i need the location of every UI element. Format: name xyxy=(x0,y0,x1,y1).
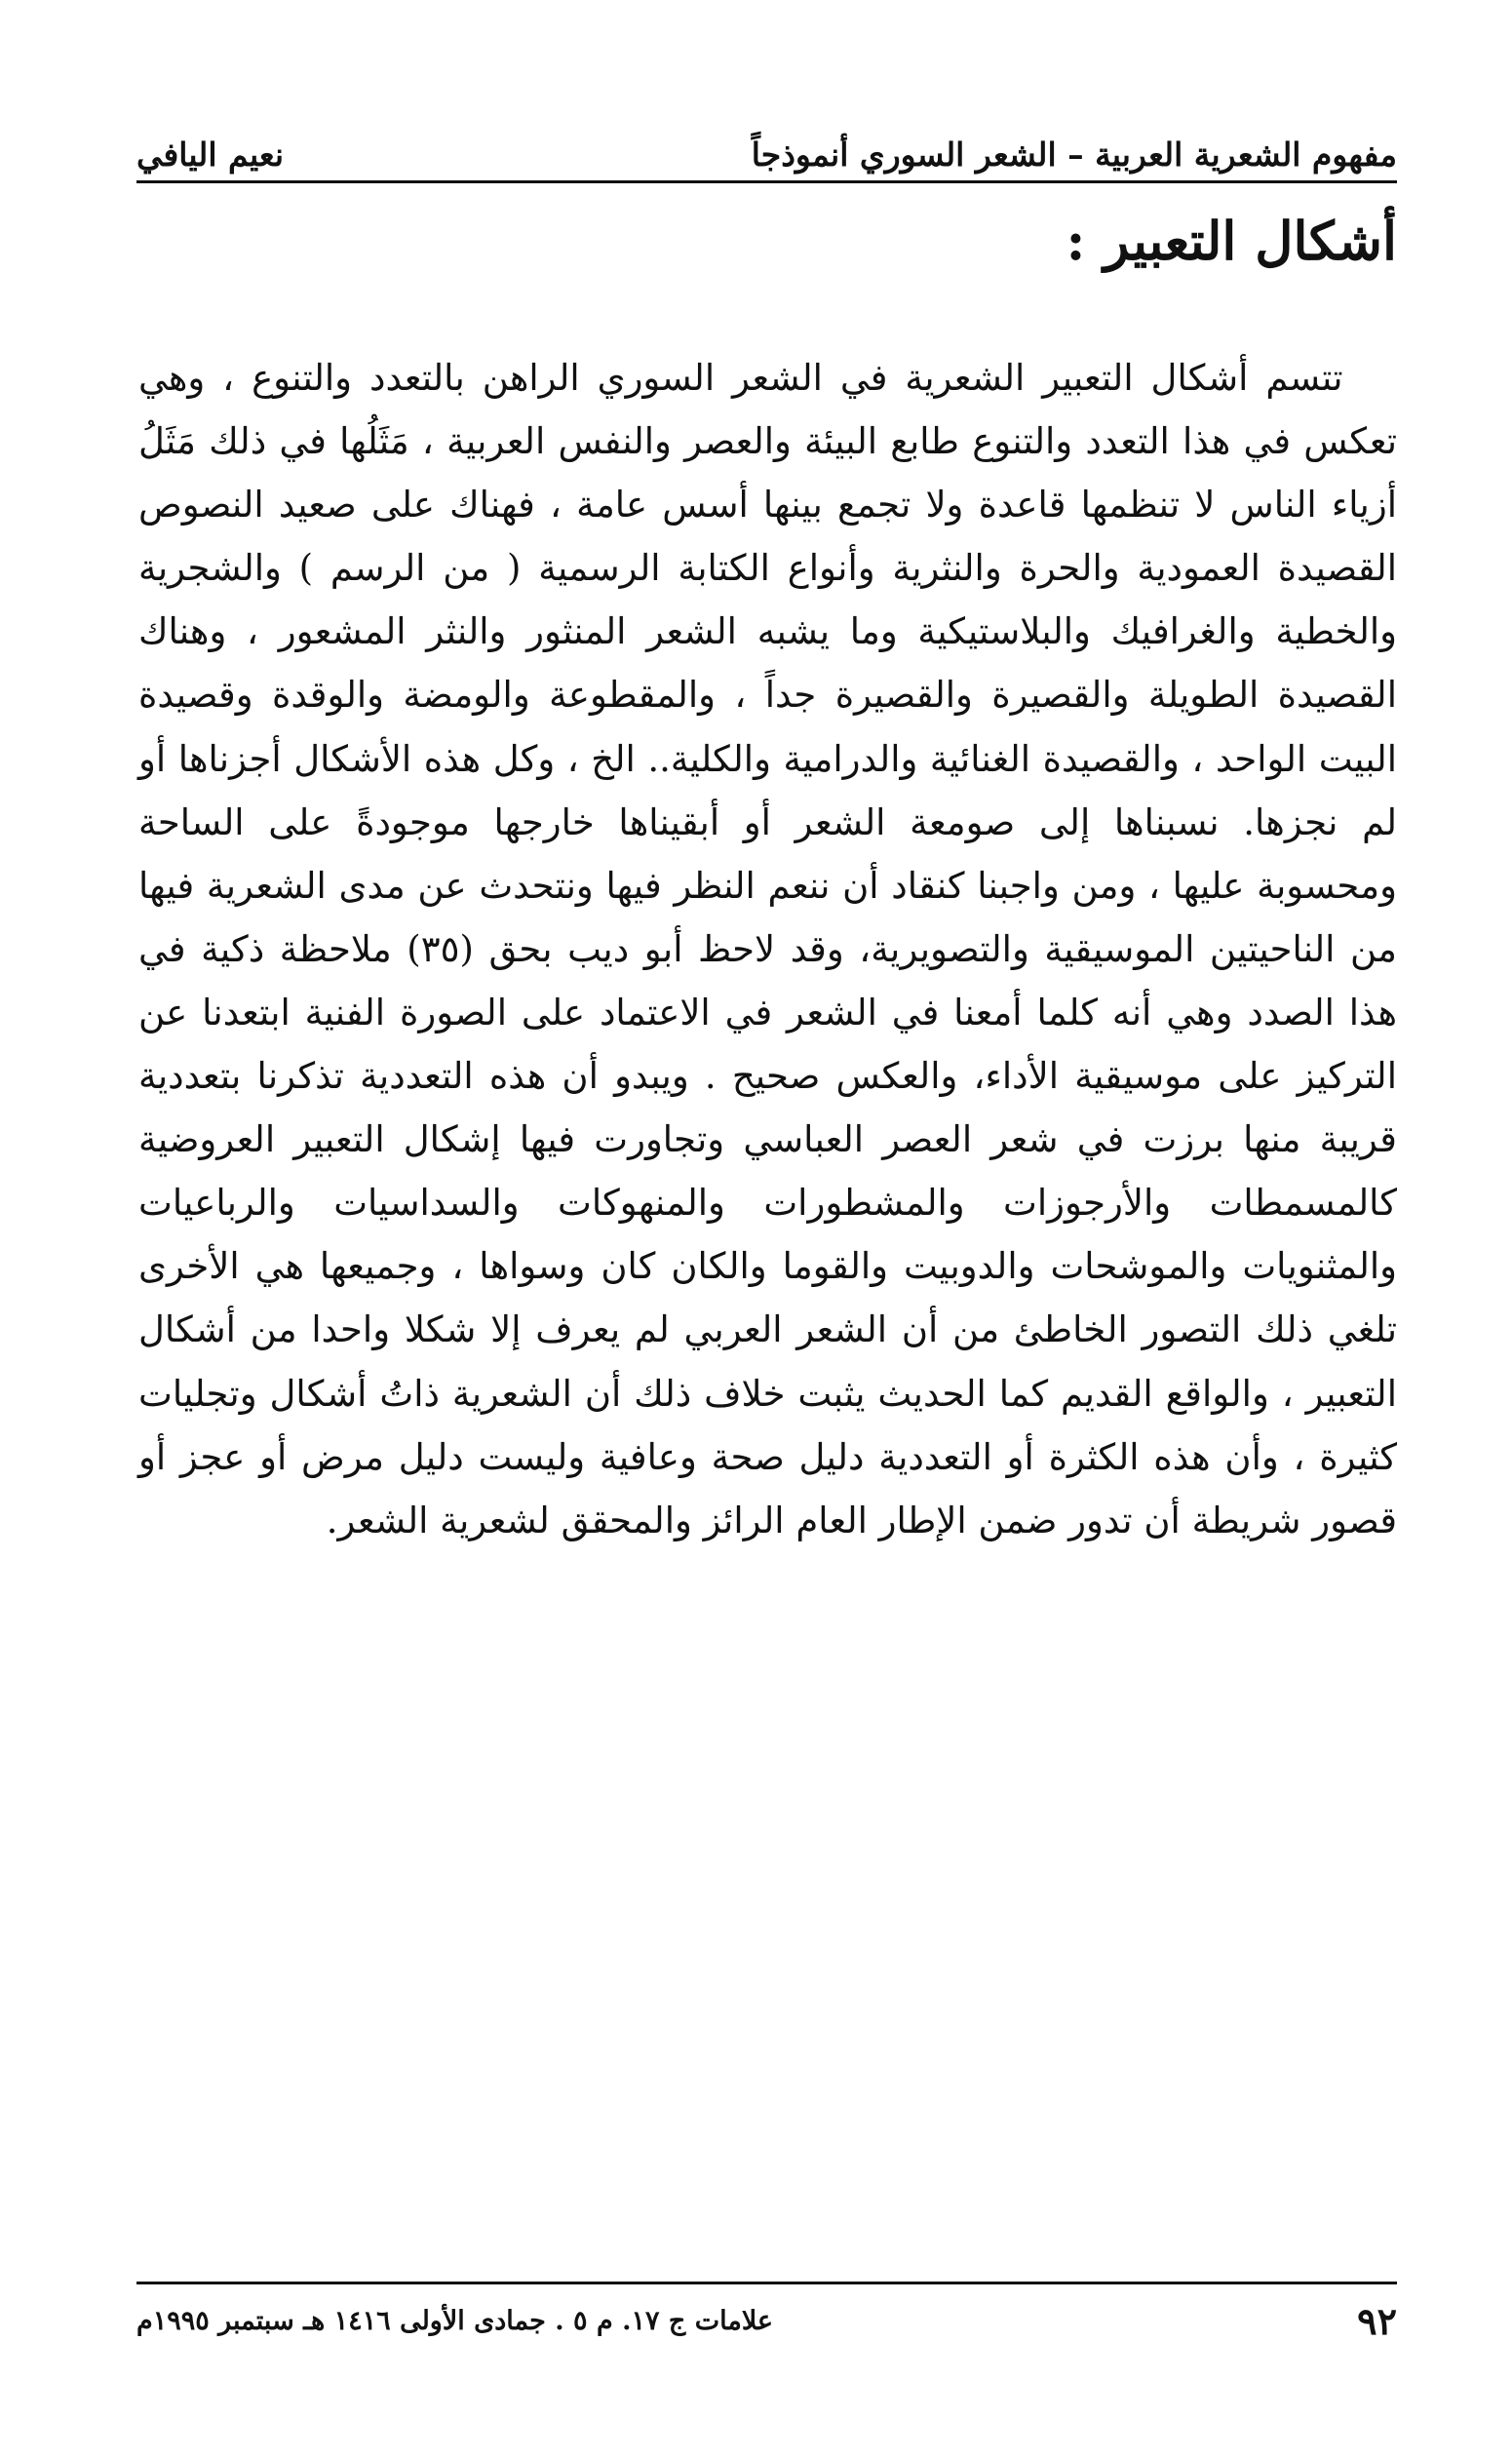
issue-info: علامات ج ١٧. م ٥ . جمادى الأولى ١٤١٦ هـ سبتمبر ١٩٩٥م xyxy=(136,2305,774,2336)
running-header xyxy=(136,115,1397,174)
section-heading: أشكال التعبير : xyxy=(1066,210,1397,272)
header-title: مفهوم الشعرية العربية – الشعر السوري أنموذجاً xyxy=(751,136,1397,174)
header-divider xyxy=(136,180,1397,183)
page-number: ٩٢ xyxy=(1357,2298,1397,2343)
body-paragraph: تتسم أشكال التعبير الشعرية في الشعر السوري الراهن بالتعدد والتنوع ، وهي تعكس في هذا التعدد والتنوع طابع البيئة والعصر والنفس العربية ، مَثَلُها في ذلك مَثَلُ أزياء الناس لا تنظمها قاعدة ولا تجمع بينها أسس عامة ، فهناك على صعيد النصوص القصيدة العمودية والحرة والنثرية وأنواع الكتابة الرسمية ( من الرسم ) والشجرية والخطية والغرافيك والبلاستيكية وما يشبه الشعر المنثور والنثر المشعور ، وهناك القصيدة الطويلة والقصيرة والقصيرة جداً ، والمقطوعة والومضة والوقدة وقصيدة البيت الواحد ، والقصيدة الغنائية والدرامية والكلية.. الخ ، وكل هذه الأشكال أجزناها أو لم نجزها. نسبناها إلى صومعة الشعر أو أبقيناها خارجها موجودةً على الساحة ومحسوبة عليها ، ومن واجبنا كنقاد أن ننعم النظر فيها ونتحدث عن مدى الشعرية فيها من الناحيتين الموسيقية والتصويرية، وقد لاحظ أبو ديب بحق (٣٥) ملاحظة ذكية في هذا الصدد وهي أنه كلما أمعنا في الشعر في الاعتماد على الصورة الفنية ابتعدنا عن التركيز على موسيقية الأداء، والعكس صحيح . ويبدو أن هذه التعددية تذكرنا بتعددية قريبة منها برزت في شعر العصر العباسي وتجاورت فيها إشكال التعبير العروضية كالمسمطات والأرجوزات والمشطورات والمنهوكات والسداسيات والرباعيات والمثنويات والموشحات والدوبيت والقوما والكان كان وسواها ، وجميعها هي الأخرى تلغي ذلك التصور الخاطئ من أن الشعر العربي لم يعرف إلا شكلا واحدا من أشكال التعبير ، والواقع القديم كما الحديث يثبت خلاف ذلك أن الشعرية ذاتُ أشكال وتجليات كثيرة ، وأن هذه الكثرة أو التعددية دليل صحة وعافية وليست دليل مرض أو عجز أو قصور شريطة أن تدور ضمن الإطار العام الرائز والمحقق لشعرية الشعر. xyxy=(138,357,1397,1541)
running-footer xyxy=(136,2291,1397,2350)
body-text xyxy=(138,346,1397,1552)
footer-divider xyxy=(136,2282,1397,2284)
header-author: نعيم اليافي xyxy=(136,136,285,174)
